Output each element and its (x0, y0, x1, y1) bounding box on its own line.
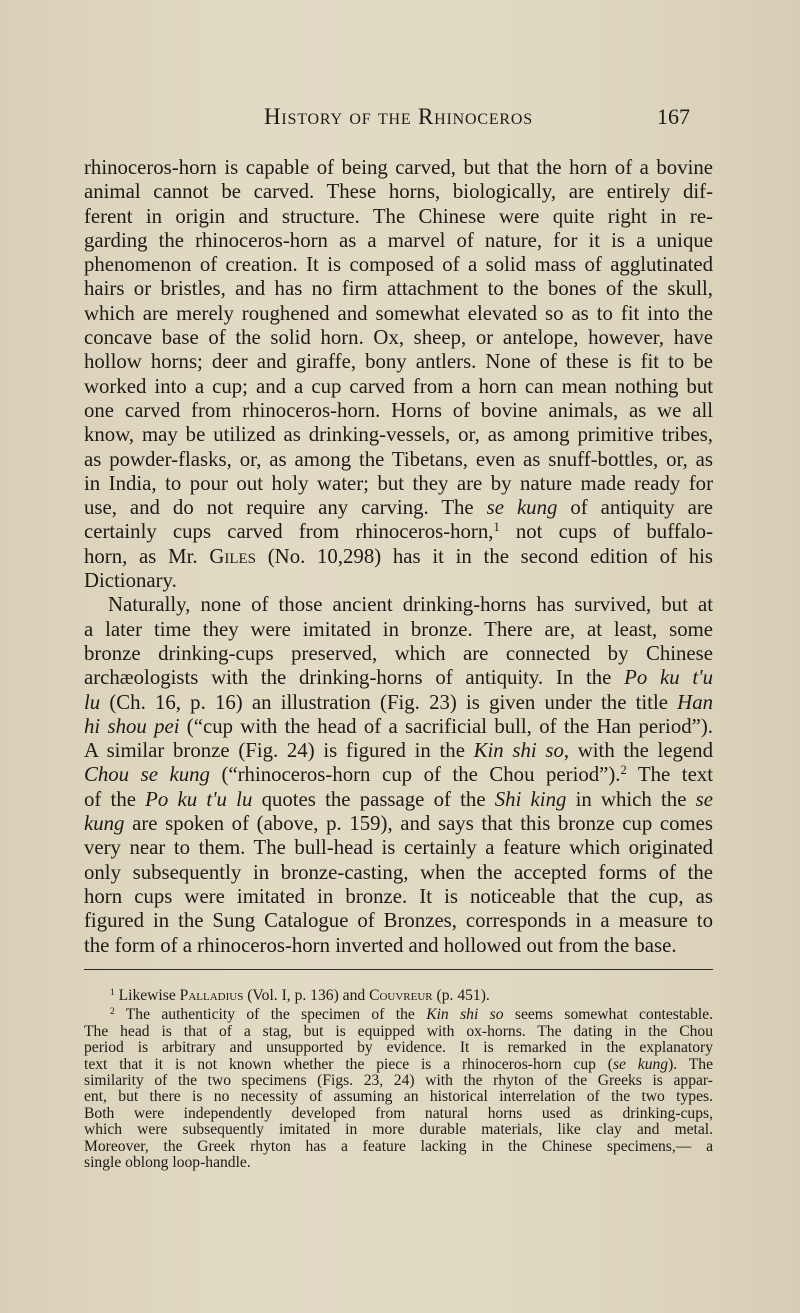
text-line: concave base of the solid horn. Ox, sheep, or antelope, however, have (84, 326, 713, 350)
text-line (84, 496, 713, 520)
text-line: as powder-flasks, or, as among the Tibetans, even as snuff-bottles, or, as (84, 447, 713, 471)
text-line: which are merely roughened and somewhat elevated so as to fit into the (84, 301, 713, 325)
text-line: know, may be utilized as drinking-vessels, or, as among primitive tribes, (84, 423, 713, 447)
footnote-line: similarity of the two specimens (Figs. 23, 24) with the rhyton of the Greeks is appar- (84, 1071, 713, 1089)
italic-title: Han (677, 690, 713, 714)
footnote-ref-1[interactable]: 1 (493, 520, 500, 535)
footnote-divider (84, 969, 713, 970)
text-line: figured in the Sung Catalogue of Bronzes, corresponds in a measure to (84, 909, 713, 933)
text-line: in India, to pour out holy water; but they are by nature made ready for (84, 471, 713, 495)
text-line: horn cups were imitated in bronze. It is noticeable that the cup, as (84, 884, 713, 908)
text-span: of the (84, 787, 146, 811)
page-header (264, 104, 764, 140)
text-span: text that it is not known whether the piece is a rhinoceros-horn cup ( (84, 1055, 613, 1073)
italic-title: lu (84, 690, 101, 714)
main-text (84, 156, 713, 958)
italic-term: kung (84, 812, 125, 836)
running-head: History of the Rhinoceros (264, 104, 533, 129)
text-span: (Vol. I, p. 136) and (243, 987, 370, 1004)
footnote-ref-2[interactable]: 2 (620, 763, 627, 778)
text-line: animal cannot be carved. These horns, biologically, are entirely dif- (84, 180, 713, 204)
footnotes (84, 988, 713, 1171)
footnote-1 (84, 988, 713, 1004)
text-line: hairs or bristles, and has no firm attachment to the bones of the skull, (84, 277, 713, 301)
text-span: seems somewhat contestable. (503, 1006, 714, 1024)
italic-title: Po ku t'u lu (145, 787, 253, 811)
author-name: Giles (209, 544, 257, 568)
text-line: hollow horns; deer and giraffe, bony antlers. None of these is fit to be (84, 350, 713, 374)
text-span: quotes the passage of the (252, 787, 495, 811)
text-span: The text (626, 763, 713, 787)
text-span: (Ch. 16, p. 16) an illustration (Fig. 23) is given under the title (100, 690, 678, 714)
italic-title: Shi king (494, 787, 567, 811)
text-span: ). The (668, 1055, 714, 1073)
text-line: one carved from rhinoceros-horn. Horns of bovine animals, as we all (84, 398, 713, 422)
text-line: a later time they were imitated in bronze. There are, at least, some (84, 617, 713, 641)
italic-title: Po ku t'u (624, 666, 713, 690)
italic-term: se kung (612, 1055, 669, 1073)
footnote-line: ent, but there is no necessity of assuming an historical interrelation of the two types. (84, 1088, 713, 1106)
text-span: horn, as Mr. (84, 544, 210, 568)
italic-term: se (695, 787, 713, 811)
text-line (84, 666, 713, 690)
text-line (84, 812, 713, 836)
text-span: , with the legend (563, 739, 713, 763)
italic-term: se kung (486, 496, 558, 520)
text-line (84, 715, 713, 739)
italic-title: Kin shi so (426, 1006, 504, 1024)
paragraph-start: Naturally, none of those ancient drinking-horns has survived, but at (108, 593, 713, 617)
footnote-line: The head is that of a stag, but is equipped with ox-horns. The dating in the Chou (84, 1022, 713, 1040)
text-span: not cups of buffalo- (499, 520, 713, 544)
text-line: rhinoceros-horn is capable of being carved, but that the horn of a bovine (84, 156, 713, 179)
text-line (84, 739, 713, 763)
text-line: only subsequently in bronze-casting, when the accepted forms of the (84, 860, 713, 884)
text-span: in which the (566, 787, 696, 811)
text-line (84, 691, 713, 715)
text-line (84, 763, 713, 787)
footnote-line: which were subsequently imitated in more durable materials, like clay and metal. (84, 1121, 713, 1139)
text-line: the form of a rhinoceros-horn inverted and hollowed out from the base. (84, 933, 677, 957)
page-number: 167 (657, 104, 690, 129)
text-span: (“cup with the head of a sacrificial bull, of the Han period”). (179, 714, 713, 738)
text-span: archæologists with the drinking-horns of antiquity. In the (84, 666, 625, 690)
footnote-line: single oblong loop-handle. (84, 1153, 251, 1171)
text-span: certainly cups carved from rhinoceros-horn, (84, 520, 494, 544)
footnote-number: 2 (110, 1007, 115, 1018)
text-line: very near to them. The bull-head is certainly a feature which originated (84, 836, 713, 860)
footnote-line (84, 1057, 713, 1073)
text-span: are spoken of (above, p. 159), and says that this bronze cup comes (124, 812, 713, 836)
text-span: (“rhinoceros-horn cup of the Chou period”). (209, 763, 621, 787)
footnote-2 (84, 1007, 713, 1023)
text-span: Likewise (114, 987, 180, 1004)
text-line: ferent in origin and structure. The Chinese were quite right in re- (84, 204, 713, 228)
text-span: (p. 451). (432, 987, 490, 1004)
footnote-line: period is arbitrary and unsupported by evidence. It is remarked in the explanatory (84, 1039, 713, 1057)
author-name: Couvreur (369, 987, 433, 1004)
text-span: (No. 10,298) has it in the second edition of his (256, 544, 713, 568)
text-line (84, 520, 713, 544)
italic-title: hi shou pei (84, 714, 180, 738)
text-line: bronze drinking-cups preserved, which are connected by Chinese (84, 641, 713, 665)
text-span: The authenticity of the specimen of the (114, 1006, 427, 1024)
footnote-line: Both were independently developed from natural horns used as drinking-cups, (84, 1104, 713, 1122)
footnote-line: Moreover, the Greek rhyton has a feature lacking in the Chinese specimens,— a (84, 1137, 713, 1155)
text-line: garding the rhinoceros-horn as a marvel of nature, for it is a unique (84, 228, 713, 252)
text-line: Dictionary. (84, 569, 177, 593)
text-line (84, 545, 713, 569)
footnote-number: 1 (110, 987, 115, 998)
text-span: of antiquity are (557, 496, 713, 520)
author-name: Palladius (179, 987, 244, 1004)
text-line: worked into a cup; and a cup carved from a horn can mean nothing but (84, 374, 713, 398)
text-line (84, 788, 713, 812)
text-span: use, and do not require any carving. The (84, 496, 487, 520)
italic-title: Kin shi so (473, 739, 564, 763)
text-span: A similar bronze (Fig. 24) is figured in the (84, 739, 474, 763)
text-line: phenomenon of creation. It is composed of a solid mass of agglutinated (84, 253, 713, 277)
italic-title: Chou se kung (84, 763, 210, 787)
